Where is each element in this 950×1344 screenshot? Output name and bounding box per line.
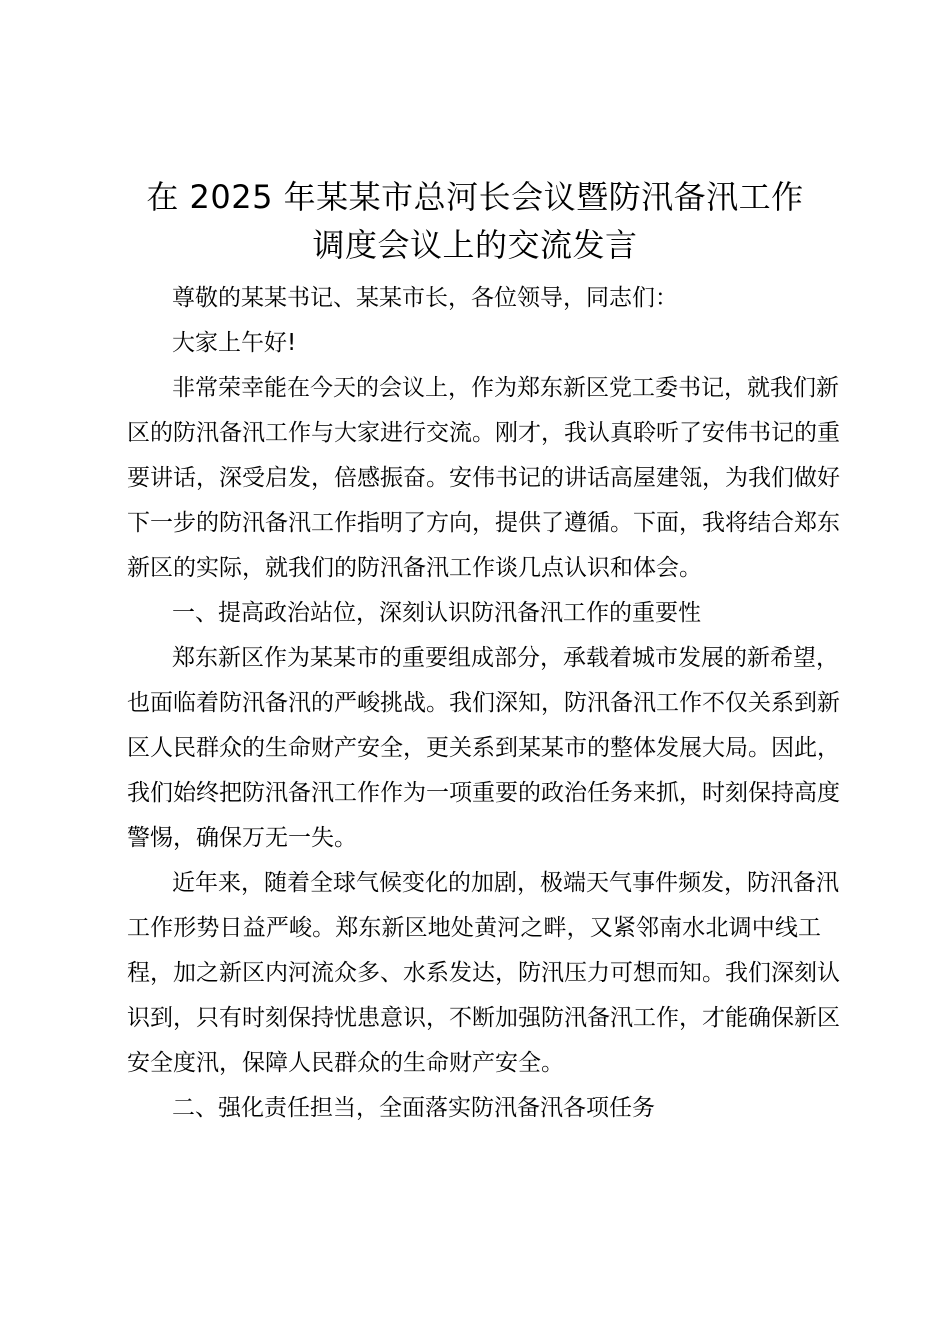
title-line-1: 在 2025 年某某市总河长会议暨防汛备汛工作 [146, 178, 804, 216]
paragraph-1-line: 新区的实际，就我们的防汛备汛工作谈几点认识和体会。 [127, 555, 702, 581]
paragraph-2-line: 区人民群众的生命财产安全，更关系到某某市的整体发展大局。因此， [127, 735, 840, 761]
document-title [120, 173, 830, 269]
paragraph-1-line: 要讲话，深受启发，倍感振奋。安伟书记的讲话高屋建瓴，为我们做好 [127, 465, 840, 491]
paragraph-2-line: 我们始终把防汛备汛工作作为一项重要的政治任务来抓，时刻保持高度 [127, 780, 840, 806]
section-heading-1: 一、提高政治站位，深刻认识防汛备汛工作的重要性 [172, 600, 701, 626]
paragraph-2-line: 警惕，确保万无一失。 [127, 825, 357, 851]
paragraph-3-line: 程，加之新区内河流众多、水系发达，防汛压力可想而知。我们深刻认 [127, 960, 840, 986]
title-line-2: 调度会议上的交流发言 [312, 226, 638, 264]
paragraph-2-line: 也面临着防汛备汛的严峻挑战。我们深知，防汛备汛工作不仅关系到新 [127, 690, 840, 716]
paragraph-3-line: 识到，只有时刻保持忧患意识，不断加强防汛备汛工作，才能确保新区 [127, 1005, 840, 1031]
paragraph-1-line: 区的防汛备汛工作与大家进行交流。刚才，我认真聆听了安伟书记的重 [127, 420, 840, 446]
paragraph-1-line: 非常荣幸能在今天的会议上，作为郑东新区党工委书记，就我们新 [172, 375, 839, 401]
section-heading-2: 二、强化责任担当，全面落实防汛备汛各项任务 [172, 1095, 655, 1121]
paragraph-3-line: 安全度汛，保障人民群众的生命财产安全。 [127, 1050, 564, 1076]
paragraph-3-line: 近年来，随着全球气候变化的加剧，极端天气事件频发，防汛备汛 [172, 870, 839, 896]
paragraph-2-line: 郑东新区作为某某市的重要组成部分，承载着城市发展的新希望， [172, 645, 839, 671]
salutation: 尊敬的某某书记、某某市长，各位领导，同志们： [172, 285, 678, 311]
greeting: 大家上午好! [172, 330, 297, 356]
paragraph-3-line: 工作形势日益严峻。郑东新区地处黄河之畔，又紧邻南水北调中线工 [127, 915, 821, 941]
paragraph-1-line: 下一步的防汛备汛工作指明了方向，提供了遵循。下面，我将结合郑东 [127, 510, 840, 536]
